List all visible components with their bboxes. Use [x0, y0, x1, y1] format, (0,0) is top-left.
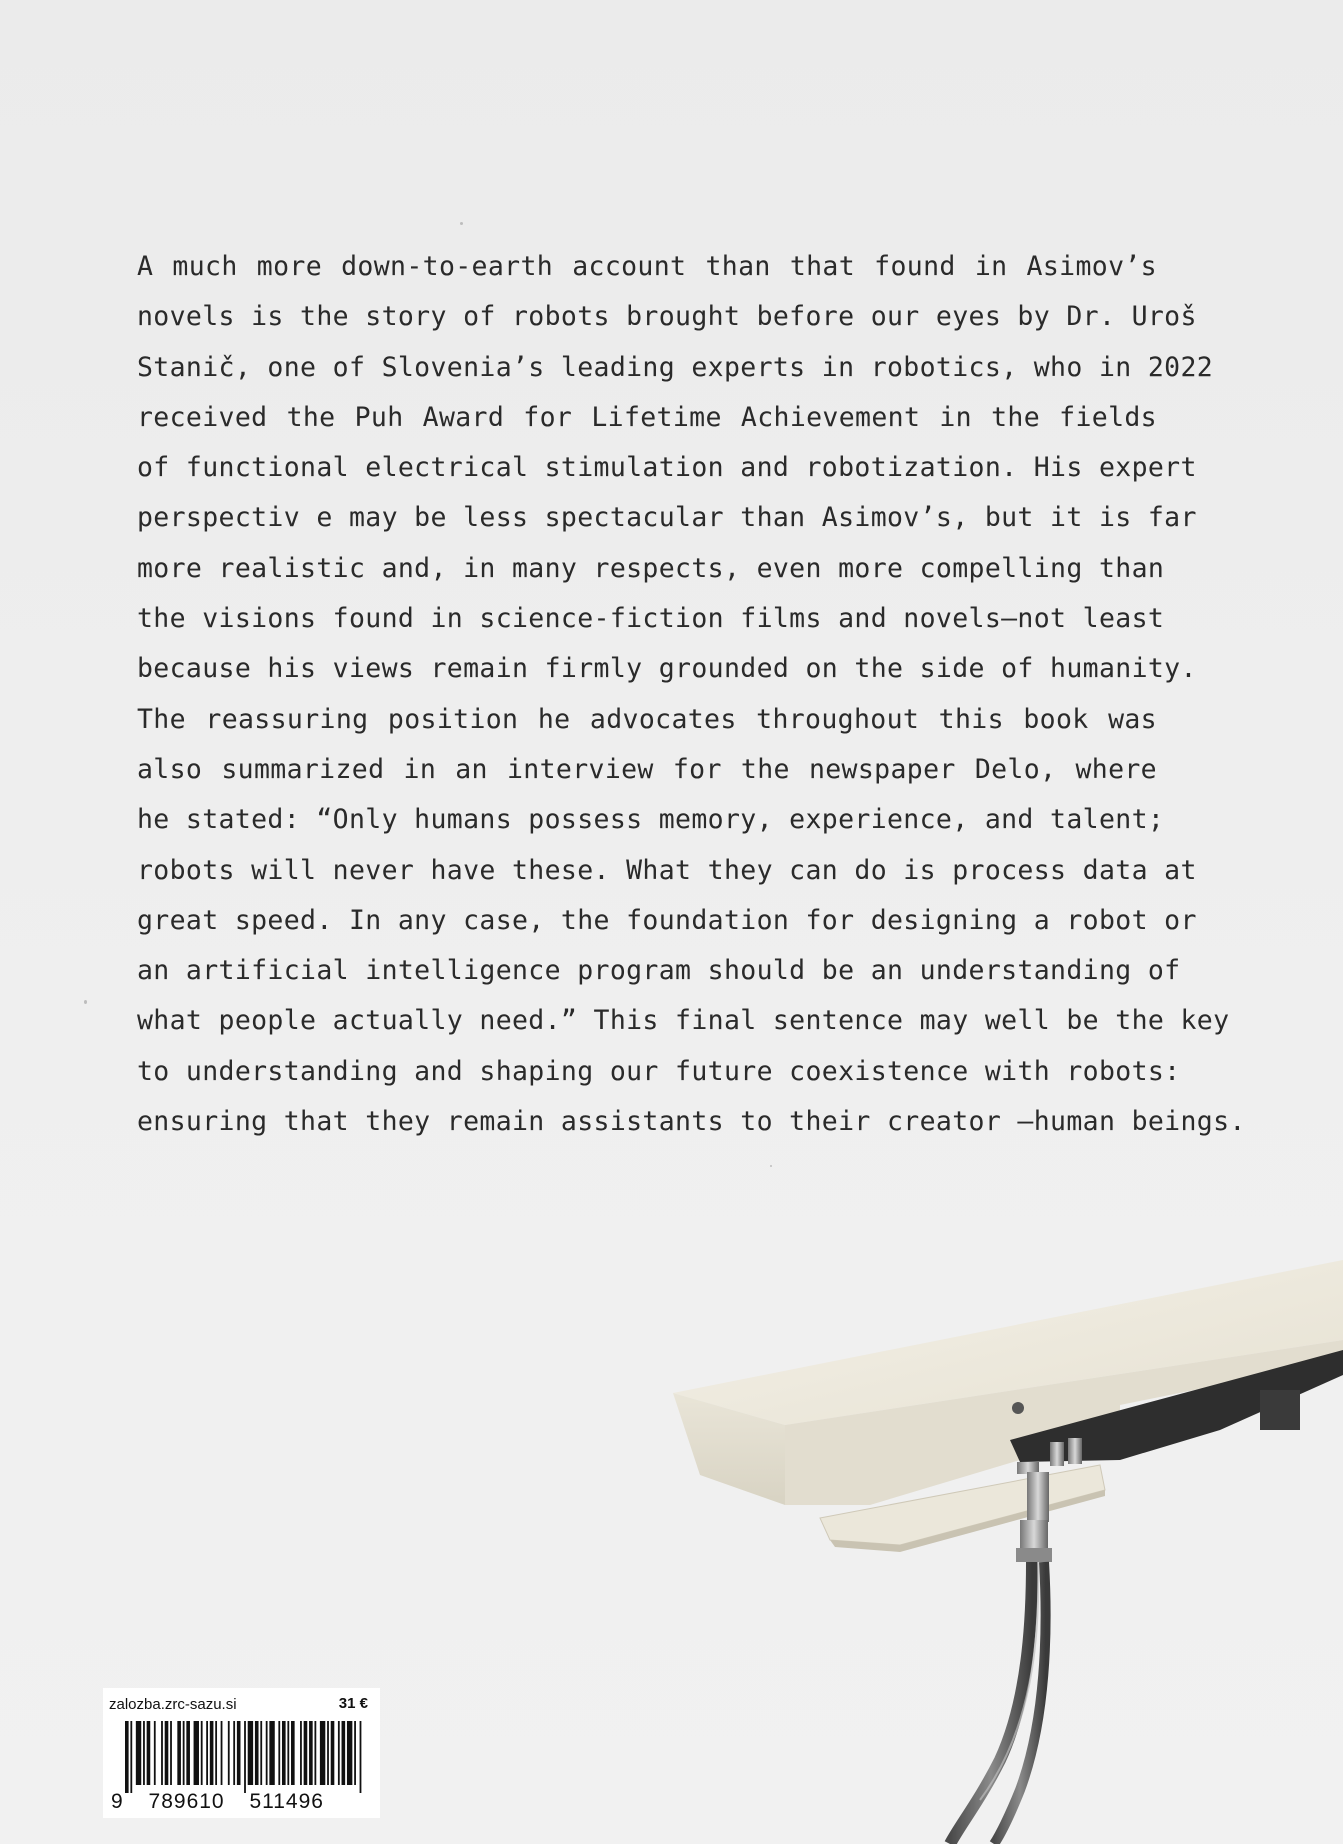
barcode-bar [278, 1721, 280, 1785]
blurb-line: novels is the story of robots brought before our eyes by Dr. Uroš [137, 301, 1197, 333]
blurb-line: perspectiv e may be less spectacular than Asimov’s, but it is far [137, 502, 1197, 534]
barcode-bar [165, 1721, 169, 1785]
blurb-line: A much more down-to-earth account than that found in Asimov’s [137, 251, 1157, 282]
barcode-bar [360, 1721, 362, 1793]
barcode-bar [314, 1721, 316, 1785]
barcode-bar [327, 1721, 329, 1785]
barcode-bar [300, 1721, 302, 1785]
isbn-left-group: 789610 [148, 1790, 225, 1813]
robot-arm-illustration [660, 1200, 1343, 1844]
barcode-bar [266, 1721, 268, 1785]
barcode-bar [130, 1721, 132, 1793]
barcode-bar [215, 1721, 217, 1785]
barcode-bar [170, 1721, 172, 1785]
barcode-bar [125, 1721, 129, 1793]
barcode-bar [260, 1721, 262, 1785]
publisher-website: zalozba.zrc-sazu.si [109, 1696, 237, 1713]
blurb-line: great speed. In any case, the foundation for designing a robot or [137, 904, 1197, 936]
barcode-bar [136, 1721, 141, 1785]
isbn-digits [111, 1790, 369, 1814]
barcode-bar [194, 1721, 199, 1785]
connector [1020, 1520, 1048, 1550]
blurb-line: what people actually need.” This final sentence may well be the key [137, 1005, 1230, 1037]
blurb-line: because his views remain firmly grounded on the side of humanity. [137, 653, 1197, 685]
barcode-bar [210, 1721, 214, 1785]
barcode-bar [282, 1721, 286, 1785]
barcode-bar [177, 1721, 181, 1785]
blurb-line: more realistic and, in many respects, even more compelling than [137, 552, 1165, 584]
isbn-first-digit: 9 [111, 1790, 124, 1813]
dust-speck [770, 1165, 772, 1167]
back-cover-blurb [137, 242, 1246, 1147]
blurb-line: the visions found in science-fiction films and novels—not least [137, 603, 1165, 635]
connector [1027, 1472, 1049, 1522]
barcode-bar [154, 1721, 156, 1785]
connector [1016, 1548, 1052, 1562]
screw-icon [1012, 1402, 1024, 1414]
barcode-bar [147, 1721, 151, 1785]
barcode-bar [342, 1721, 346, 1785]
barcode-bar [237, 1721, 241, 1785]
barcode-bar [228, 1721, 230, 1785]
blurb-line: The reassuring position he advocates throughout this book was [137, 703, 1157, 735]
barcode-bar [269, 1721, 274, 1785]
isbn-right-group: 511496 [249, 1790, 324, 1813]
blurb-line: robots will never have these. What they can do is process data at [137, 854, 1197, 886]
blurb-line: he stated: “Only humans possess memory, experience, and talent; [137, 804, 1165, 836]
barcode-header [103, 1694, 380, 1716]
barcode-bar [186, 1721, 190, 1785]
robot-bracket [1260, 1390, 1300, 1430]
barcode-bar [201, 1721, 203, 1785]
barcode-bar [338, 1721, 340, 1785]
barcode-bar [354, 1721, 356, 1785]
barcode-bar [309, 1721, 313, 1785]
blurb-line: ensuring that they remain assistants to their creator –human beings. [137, 1106, 1246, 1138]
barcode-bar [183, 1721, 185, 1785]
barcode-bars [125, 1721, 365, 1793]
barcode-bar [255, 1721, 259, 1785]
blurb-line: of functional electrical stimulation and robotization. His expert [137, 452, 1197, 484]
blurb-line: an artificial intelligence program should be an understanding of [137, 955, 1181, 987]
dust-speck [84, 1000, 87, 1004]
barcode-bar [287, 1721, 289, 1785]
barcode-bar [161, 1721, 163, 1785]
price-label: 31 € [338, 1695, 368, 1712]
barcode-bar [248, 1721, 253, 1785]
barcode-bar [143, 1721, 145, 1785]
connector [1068, 1438, 1082, 1464]
barcode-bar [304, 1721, 308, 1785]
blurb-line: Stanič, one of Slovenia’s leading experts in robotics, who in 2022 [137, 351, 1214, 383]
barcode-bar [221, 1721, 223, 1785]
barcode-bar [347, 1721, 352, 1785]
blurb-line: to understanding and shaping our future coexistence with robots: [137, 1055, 1181, 1087]
barcode-label [103, 1688, 380, 1818]
barcode-bar [244, 1721, 246, 1793]
barcode-bar [320, 1721, 325, 1785]
barcode-bar [331, 1721, 335, 1785]
blurb-line: also summarized in an interview for the newspaper Delo, where [137, 753, 1157, 785]
barcode-bar [233, 1721, 235, 1785]
barcode-bar [291, 1721, 295, 1785]
dust-speck [460, 222, 463, 225]
barcode-bar [206, 1721, 208, 1785]
blurb-line: received the Puh Award for Lifetime Achievement in the fields [137, 401, 1157, 433]
connector [1050, 1442, 1064, 1466]
